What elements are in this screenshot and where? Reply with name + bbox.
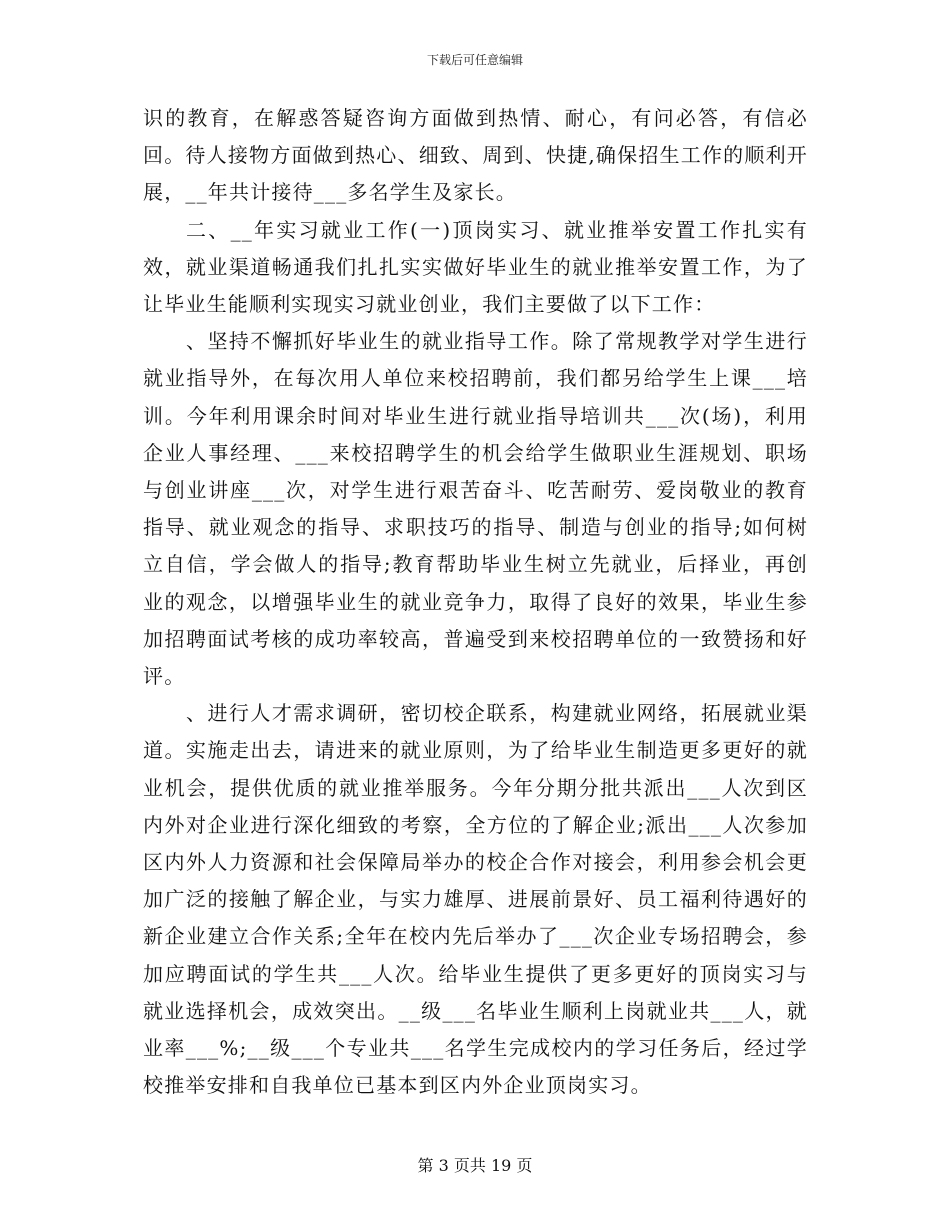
paragraph-3: 、坚持不懈抓好毕业生的就业指导工作。除了常规教学对学生进行就业指导外，在每次用人单位来校招聘前，我们都另给学生上课___培训。今年利用课余时间对毕业生进行就业指导培训共___次(场)，利用企业人事经理、___来校招聘学生的机会给学生做职业生涯规划、职场与创业讲座___次，对学生进行艰苦奋斗、吃苦耐劳、爱岗敬业的教育指导、就业观念的指导、求职技巧的指导、制造与创业的指导;如何树立自信，学会做人的指导;教育帮助毕业生树立先就业，后择业，再创业的观念，以增强毕业生的就业竞争力，取得了良好的效果，毕业生参加招聘面试考核的成功率较高，普遍受到来校招聘单位的一致赞扬和好评。 — [143, 329, 808, 689]
page-header: 下载后可任意编辑 — [426, 53, 523, 67]
paragraph-2: 二、__年实习就业工作(一)顶岗实习、就业推举安置工作扎实有效，就业渠道畅通我们扎扎实实做好毕业生的就业推举安置工作，为了让毕业生能顺利实现实习就业创业，我们主要做了以下工作： — [143, 217, 808, 317]
page-number: 第 3 页共 19 页 — [417, 1156, 533, 1175]
document-body — [143, 100, 808, 1104]
paragraph-1: 识的教育，在解惑答疑咨询方面做到热情、耐心，有问必答，有信必回。待人接物方面做到热心、细致、周到、快捷,确保招生工作的顺利开展，__年共计接待___多名学生及家长。 — [143, 106, 808, 205]
paragraph-4: 、进行人才需求调研，密切校企联系，构建就业网络，拓展就业渠道。实施走出去，请进来的就业原则，为了给毕业生制造更多更好的就业机会，提供优质的就业推举服务。今年分期分批共派出___人次到区内外对企业进行深化细致的考察，全方位的了解企业;派出___人次参加区内外人力资源和社会保障局举办的校企合作对接会，利用参会机会更加广泛的接触了解企业，与实力雄厚、进展前景好、员工福利待遇好的新企业建立合作关系;全年在校内先后举办了___次企业专场招聘会，参加应聘面试的学生共___人次。给毕业生提供了更多更好的顶岗实习与就业选择机会，成效突出。__级___名毕业生顺利上岗就业共___人，就业率___%;__级___个专业共___名学生完成校内的学习任务后，经过学校推举安排和自我单位已基本到区内外企业顶岗实习。 — [143, 701, 808, 1098]
